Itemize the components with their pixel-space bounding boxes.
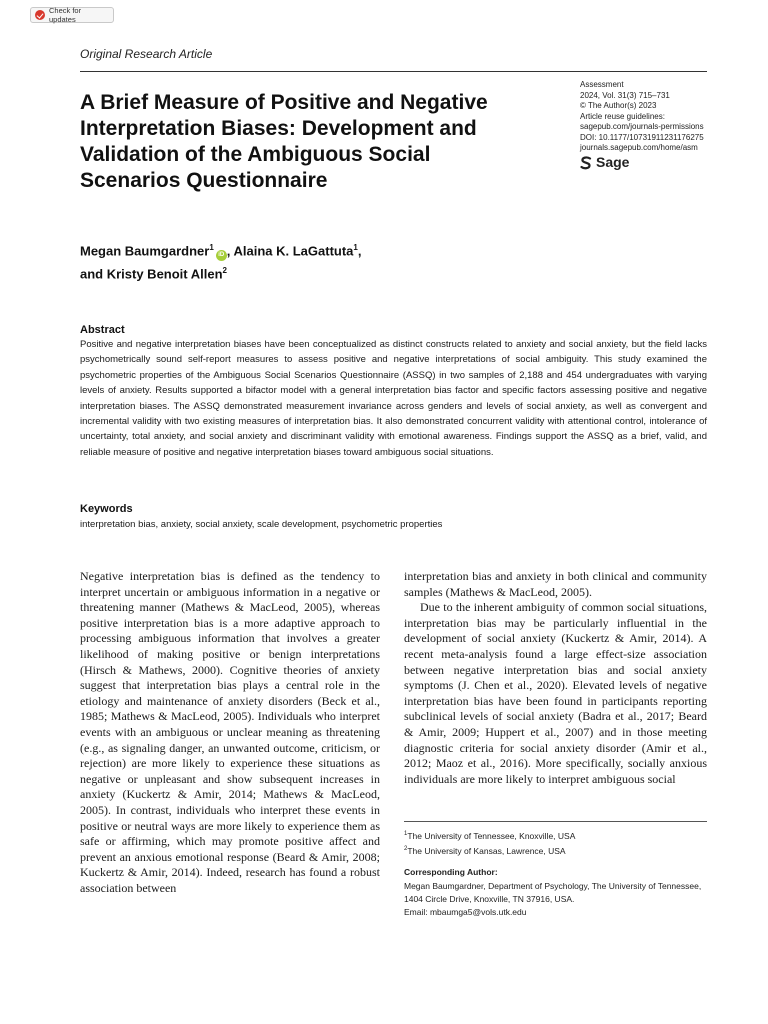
- corresponding-author: [404, 880, 707, 919]
- corresponding-address: Megan Baumgardner, Department of Psychology, The University of Tennessee, 1404 Circle Drive, Knoxville, TN 37916, USA.: [404, 881, 702, 904]
- affiliation-marker: 1: [404, 831, 408, 837]
- author-separator: ,: [357, 243, 362, 259]
- abstract-text: Positive and negative interpretation biases have been conceptualized as distinct constructs related to anxiety and social anxiety, but the field lacks psychometrically sound self-report measures to assess positive and negative interpretations of social ambiguity. This study examined the psychometric properties of the Ambiguous Social Scenarios Questionnaire (ASSQ) in two samples of 2,188 and 454 undergraduates with varying levels of anxiety. Results supported a bifactor model with a general interpretation bias factor and specific factors assessing positive and negative interpretation biases. The ASSQ demonstrated measurement invariance across genders and levels of social anxiety, as well as convergent and incremental validity with two existing measures of interpretation bias. It also demonstrated concurrent validity with attentional control, intolerance of uncertainty, total anxiety, and social anxiety and discriminant validity with emotional awareness. Findings support the ASSQ as a brief, valid, and reliable measure of positive and negative interpretation biases toward ambiguous social situations.: [80, 339, 707, 458]
- checkmark-icon: [35, 10, 45, 20]
- sage-logo-icon: [580, 156, 592, 170]
- abstract-heading: Abstract: [80, 324, 125, 336]
- affiliation-marker: 2: [404, 845, 408, 852]
- keywords-text: interpretation bias, anxiety, social anxiety, scale development, psychometric properties: [80, 519, 443, 530]
- corresponding-email[interactable]: Email: mbaumga5@vols.utk.edu: [404, 907, 527, 917]
- body-paragraph: Negative interpretation bias is defined as the tendency to interpret uncertain or ambiguous information in a negative or threatening manner (Mathews & MacLeod, 2005), whereas positive interpretation bias is a more adaptive approach to processing ambiguous information that involves a greater likelihood of making positive or benign interpretations (Hirsch & Mathews, 2000). Cognitive theories of anxiety suggest that interpretation bias plays a central role in the etiology and maintenance of anxiety disorders (Beck et al., 1985; Mathews & MacLeod, 2005). Individuals who interpret events with an ambiguous or unclear meaning as threatening (e.g., as signaling danger, an unwanted outcome, criticism, or rejection) are more likely to experience these situations as negative or unpleasant and show subsequent increases in anxiety (Kuckertz & Amir, 2014; Mathews & MacLeod, 2005). In contrast, individuals who interpret these events in positive or neutral ways are more likely to experience them as safe or affirming, which may promote positive affect and prevent an anxious emotional response (Beard & Amir, 2008; Kuckertz & Amir, 2014). Indeed, research has found a robust association between: [80, 569, 380, 895]
- orcid-icon[interactable]: iD: [216, 250, 227, 261]
- check-updates-label: Check for updates: [49, 6, 82, 24]
- author-name: Megan Baumgardner: [80, 243, 210, 259]
- body-paragraph: interpretation bias and anxiety in both clinical and community samples (Mathews & MacLeod, 2005).: [404, 569, 707, 599]
- article-title: A Brief Measure of Positive and Negative Interpretation Biases: Development and Validation of the Ambiguous Social Scenarios Questionnaire: [80, 91, 488, 192]
- affiliation-marker: 1: [353, 243, 358, 252]
- body-column-right: [404, 569, 707, 787]
- journal-volume: 2024, Vol. 31(3) 715–731: [580, 90, 670, 100]
- affiliation-marker: 2: [222, 266, 227, 276]
- footnote-divider: [404, 821, 707, 822]
- reuse-label: Article reuse guidelines:: [580, 111, 665, 121]
- check-for-updates-button[interactable]: [30, 7, 114, 23]
- body-paragraph: Due to the inherent ambiguity of common social situations, interpretation bias may be particularly influential in the development of social anxiety (Kuckertz & Amir, 2014). A recent meta-analysis found a large effect-size association between negative interpretation bias and social anxiety symptoms (J. Chen et al., 2020). Elevated levels of negative interpretation bias have been found in participants reporting subclinical levels of social anxiety (Badra et al., 2017; Beard & Amir, 2009; Huppert et al., 2007) and in those meeting diagnostic criteria for social anxiety disorder (Amir et al., 2012; Maoz et al., 2016). More specifically, socially anxious individuals are more likely to interpret ambiguous social: [404, 600, 707, 786]
- author-name: and Kristy Benoit Allen: [80, 266, 223, 282]
- copyright: © The Author(s) 2023: [580, 101, 657, 110]
- affiliations: [404, 828, 707, 858]
- journal-name: Assessment: [580, 80, 624, 89]
- publisher-name: Sage: [596, 154, 630, 171]
- corresponding-author-heading: Corresponding Author:: [404, 867, 498, 877]
- affiliation-text: The University of Tennessee, Knoxville, USA: [407, 830, 576, 841]
- affiliation-text: The University of Kansas, Lawrence, USA: [407, 845, 566, 856]
- article-type-label: Original Research Article: [80, 47, 213, 61]
- author-name: , Alaina K. LaGattuta: [226, 243, 354, 259]
- sage-logo: [580, 156, 715, 170]
- keywords-heading: Keywords: [80, 503, 133, 515]
- doi-link[interactable]: DOI: 10.1177/10731911231176275: [580, 132, 704, 142]
- reuse-link[interactable]: sagepub.com/journals-permissions: [580, 122, 704, 131]
- journal-metadata: [580, 80, 715, 170]
- affiliation-item: [404, 843, 707, 858]
- affiliation-marker: 1: [209, 243, 214, 252]
- affiliation-item: [404, 828, 707, 843]
- header-divider: [80, 71, 707, 72]
- author-list: [80, 238, 362, 285]
- journal-link[interactable]: journals.sagepub.com/home/asm: [580, 143, 698, 152]
- body-column-left: [80, 569, 380, 896]
